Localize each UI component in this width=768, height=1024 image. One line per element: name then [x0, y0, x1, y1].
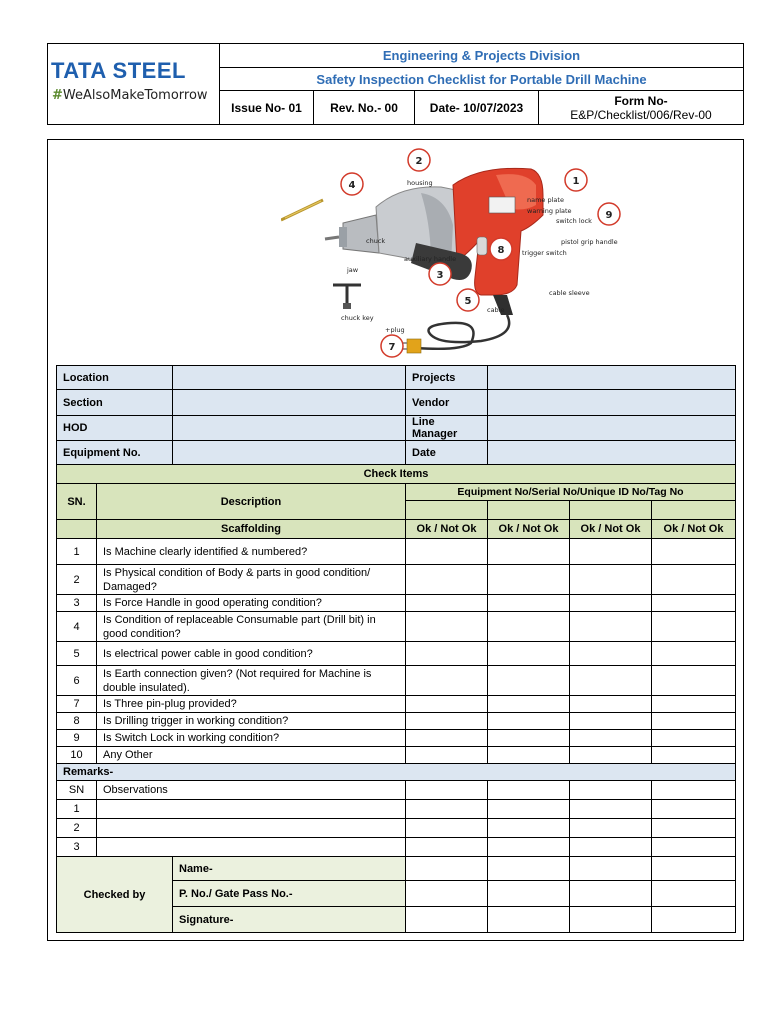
callout-4: 4	[348, 180, 356, 191]
check-row-sn: 9	[57, 730, 97, 747]
projects-field[interactable]	[488, 366, 736, 390]
observation-field[interactable]	[97, 800, 406, 819]
check-cell[interactable]	[488, 642, 570, 666]
callout-3: 3	[436, 270, 444, 281]
form-number-value: E&P/Checklist/006/Rev-00	[570, 107, 712, 122]
observations-header: Observations	[97, 781, 406, 800]
equipment-no-label: Equipment No.	[57, 441, 173, 465]
hod-label: HOD	[57, 416, 173, 441]
name-field[interactable]	[488, 857, 570, 881]
callout-1: 1	[572, 176, 580, 187]
remarks-cell[interactable]	[488, 781, 570, 800]
checklist-frame	[47, 139, 744, 941]
callout-7: 7	[388, 342, 396, 353]
check-cell[interactable]	[406, 666, 488, 696]
logo-tagline-text: WeAlsoMakeTomorrow	[62, 88, 208, 103]
check-cell[interactable]	[488, 696, 570, 713]
vendor-label: Vendor	[406, 390, 488, 416]
check-cell[interactable]	[570, 730, 652, 747]
remarks-cell[interactable]	[652, 781, 736, 800]
check-cell[interactable]	[488, 747, 570, 764]
remarks-title: Remarks-	[57, 764, 736, 781]
check-cell[interactable]	[406, 696, 488, 713]
check-row-question: Is Condition of replaceable Consumable part (Drill bit) in good condition?	[97, 612, 406, 642]
label-pistol-grip: pistol grip handle	[561, 238, 618, 246]
check-cell[interactable]	[570, 539, 652, 565]
date-label: Date	[406, 441, 488, 465]
section-label-scaffolding: Scaffolding	[97, 520, 406, 539]
remarks-cell[interactable]	[406, 781, 488, 800]
form-number-label: Form No-	[614, 93, 668, 108]
check-cell[interactable]	[570, 642, 652, 666]
remarks-cell[interactable]	[570, 800, 652, 819]
equipment-id-header: Equipment No/Serial No/Unique ID No/Tag No	[406, 484, 736, 501]
check-row-question: Is Earth connection given? (Not required for Machine is double insulated).	[97, 666, 406, 696]
equipment-id-field-3[interactable]	[570, 501, 652, 520]
pno-field[interactable]	[488, 881, 570, 907]
signature-field[interactable]	[570, 907, 652, 933]
line-manager-label: Line Manager	[406, 416, 488, 441]
issue-no: Issue No- 01	[220, 91, 314, 124]
check-row-question: Is Drilling trigger in working condition?	[97, 713, 406, 730]
remarks-cell[interactable]	[652, 838, 736, 857]
check-row-question: Any Other	[97, 747, 406, 764]
signature-field[interactable]	[406, 907, 488, 933]
signature-label: Signature-	[173, 907, 406, 933]
check-cell[interactable]	[406, 747, 488, 764]
check-cell[interactable]	[652, 666, 736, 696]
check-cell[interactable]	[652, 539, 736, 565]
ok-header-4: Ok / Not Ok	[652, 520, 736, 539]
checklist-table	[56, 365, 736, 933]
section-field[interactable]	[173, 390, 406, 416]
ok-header-2: Ok / Not Ok	[488, 520, 570, 539]
label-auxiliary-handle: auxiliary handle	[404, 255, 457, 263]
remarks-row-sn: 3	[57, 838, 97, 857]
document-header	[47, 43, 744, 125]
check-cell[interactable]	[488, 565, 570, 595]
logo-tagline	[52, 88, 208, 103]
remarks-cell[interactable]	[652, 819, 736, 838]
label-cable-sleeve: cable sleeve	[549, 289, 590, 297]
remarks-cell[interactable]	[406, 838, 488, 857]
callout-5: 5	[464, 296, 472, 307]
check-row	[57, 747, 736, 764]
check-row-sn: 8	[57, 713, 97, 730]
check-cell[interactable]	[652, 612, 736, 642]
check-cell[interactable]	[652, 747, 736, 764]
check-cell[interactable]	[570, 713, 652, 730]
form-number	[539, 91, 743, 124]
division-title: Engineering & Projects Division	[220, 44, 743, 68]
description-header: Description	[97, 484, 406, 520]
check-row-question: Is Force Handle in good operating condition?	[97, 595, 406, 612]
check-row-sn: 5	[57, 642, 97, 666]
check-row-sn: 1	[57, 539, 97, 565]
check-cell[interactable]	[570, 666, 652, 696]
remarks-cell[interactable]	[570, 838, 652, 857]
check-row-sn: 4	[57, 612, 97, 642]
check-cell[interactable]	[406, 612, 488, 642]
check-cell[interactable]	[488, 595, 570, 612]
remarks-row	[57, 819, 736, 838]
chuck-key-icon	[333, 285, 361, 309]
sn-header: SN.	[57, 484, 97, 520]
equipment-id-field-1[interactable]	[406, 501, 488, 520]
remarks-row-sn: 2	[57, 819, 97, 838]
check-cell[interactable]	[570, 696, 652, 713]
check-cell[interactable]	[406, 595, 488, 612]
cable-icon	[416, 315, 509, 349]
remarks-cell[interactable]	[406, 800, 488, 819]
ok-header-1: Ok / Not Ok	[406, 520, 488, 539]
section-label: Section	[57, 390, 173, 416]
observation-field[interactable]	[97, 838, 406, 857]
check-cell[interactable]	[652, 565, 736, 595]
check-row	[57, 595, 736, 612]
check-cell[interactable]	[488, 730, 570, 747]
check-cell[interactable]	[406, 730, 488, 747]
remarks-cell[interactable]	[570, 819, 652, 838]
check-row	[57, 612, 736, 642]
label-warning-plate: warning plate	[527, 207, 572, 215]
check-cell[interactable]	[488, 612, 570, 642]
name-field[interactable]	[570, 857, 652, 881]
check-cell[interactable]	[570, 565, 652, 595]
vendor-field[interactable]	[488, 390, 736, 416]
label-nameplate: name plate	[527, 196, 564, 204]
check-row-sn: 7	[57, 696, 97, 713]
check-row	[57, 730, 736, 747]
pno-field[interactable]	[406, 881, 488, 907]
check-cell[interactable]	[406, 565, 488, 595]
check-cell[interactable]	[652, 730, 736, 747]
check-row	[57, 565, 736, 595]
remarks-cell[interactable]	[488, 819, 570, 838]
signature-field[interactable]	[652, 907, 736, 933]
callout-8: 8	[497, 245, 505, 256]
remarks-cell[interactable]	[652, 800, 736, 819]
check-row-sn: 2	[57, 565, 97, 595]
rev-no: Rev. No.- 00	[314, 91, 415, 124]
check-row-sn: 6	[57, 666, 97, 696]
check-row	[57, 642, 736, 666]
observation-field[interactable]	[97, 819, 406, 838]
remarks-cell[interactable]	[406, 819, 488, 838]
company-logo	[48, 44, 220, 124]
check-row-sn: 10	[57, 747, 97, 764]
check-cell[interactable]	[652, 713, 736, 730]
pno-field[interactable]	[652, 881, 736, 907]
section-sn-cell	[57, 520, 97, 539]
check-row	[57, 539, 736, 565]
callout-2: 2	[415, 156, 423, 167]
label-jaw: jaw	[347, 266, 359, 274]
check-cell[interactable]	[406, 713, 488, 730]
check-cell[interactable]	[652, 642, 736, 666]
check-row-question: Is Physical condition of Body & parts in good condition/ Damaged?	[97, 565, 406, 595]
label-trigger-switch: trigger switch	[522, 249, 567, 257]
check-row-question: Is electrical power cable in good condition?	[97, 642, 406, 666]
pno-field[interactable]	[570, 881, 652, 907]
remarks-cell[interactable]	[488, 800, 570, 819]
check-cell[interactable]	[488, 713, 570, 730]
check-row-question: Is Switch Lock in working condition?	[97, 730, 406, 747]
check-row	[57, 666, 736, 696]
check-row-question: Is Machine clearly identified & numbered?	[97, 539, 406, 565]
remarks-row	[57, 838, 736, 857]
equipment-no-field[interactable]	[173, 441, 406, 465]
check-cell[interactable]	[652, 595, 736, 612]
remarks-sn-header: SN	[57, 781, 97, 800]
logo-tagline-hash: #	[52, 88, 63, 103]
name-field[interactable]	[652, 857, 736, 881]
location-field[interactable]	[173, 366, 406, 390]
check-cell[interactable]	[652, 696, 736, 713]
ok-header-3: Ok / Not Ok	[570, 520, 652, 539]
label-housing: housing	[407, 179, 433, 187]
remarks-cell[interactable]	[570, 781, 652, 800]
check-cell[interactable]	[570, 747, 652, 764]
projects-label: Projects	[406, 366, 488, 390]
check-items-title: Check Items	[57, 465, 736, 484]
drill-bit-icon	[281, 200, 323, 220]
label-switch-lock: switch lock	[556, 217, 592, 225]
check-row	[57, 713, 736, 730]
check-cell[interactable]	[406, 642, 488, 666]
hod-field[interactable]	[173, 416, 406, 441]
equipment-id-field-4[interactable]	[652, 501, 736, 520]
pno-label: P. No./ Gate Pass No.-	[173, 881, 406, 907]
line-manager-field[interactable]	[488, 416, 736, 441]
remarks-row-sn: 1	[57, 800, 97, 819]
name-field[interactable]	[406, 857, 488, 881]
callout-9: 9	[605, 210, 613, 221]
check-row	[57, 696, 736, 713]
drill-machine-diagram	[281, 145, 631, 363]
check-cell[interactable]	[488, 666, 570, 696]
label-plug: +plug	[385, 326, 405, 334]
date-field[interactable]	[488, 441, 736, 465]
label-chuck: chuck	[366, 237, 386, 245]
label-cable: cable	[487, 306, 505, 314]
check-cell[interactable]	[406, 539, 488, 565]
check-cell[interactable]	[488, 539, 570, 565]
checked-by-label: Checked by	[57, 857, 173, 933]
check-cell[interactable]	[570, 612, 652, 642]
label-chuck-key: chuck key	[341, 314, 374, 322]
name-label: Name-	[173, 857, 406, 881]
remarks-cell[interactable]	[488, 838, 570, 857]
check-row-question: Is Three pin-plug provided?	[97, 696, 406, 713]
equipment-id-field-2[interactable]	[488, 501, 570, 520]
document-title: Safety Inspection Checklist for Portable Drill Machine	[220, 68, 743, 91]
check-cell[interactable]	[570, 595, 652, 612]
check-row-sn: 3	[57, 595, 97, 612]
location-label: Location	[57, 366, 173, 390]
signature-field[interactable]	[488, 907, 570, 933]
logo-wordmark: TATA STEEL	[51, 58, 186, 83]
remarks-row	[57, 800, 736, 819]
issue-date: Date- 10/07/2023	[415, 91, 539, 124]
